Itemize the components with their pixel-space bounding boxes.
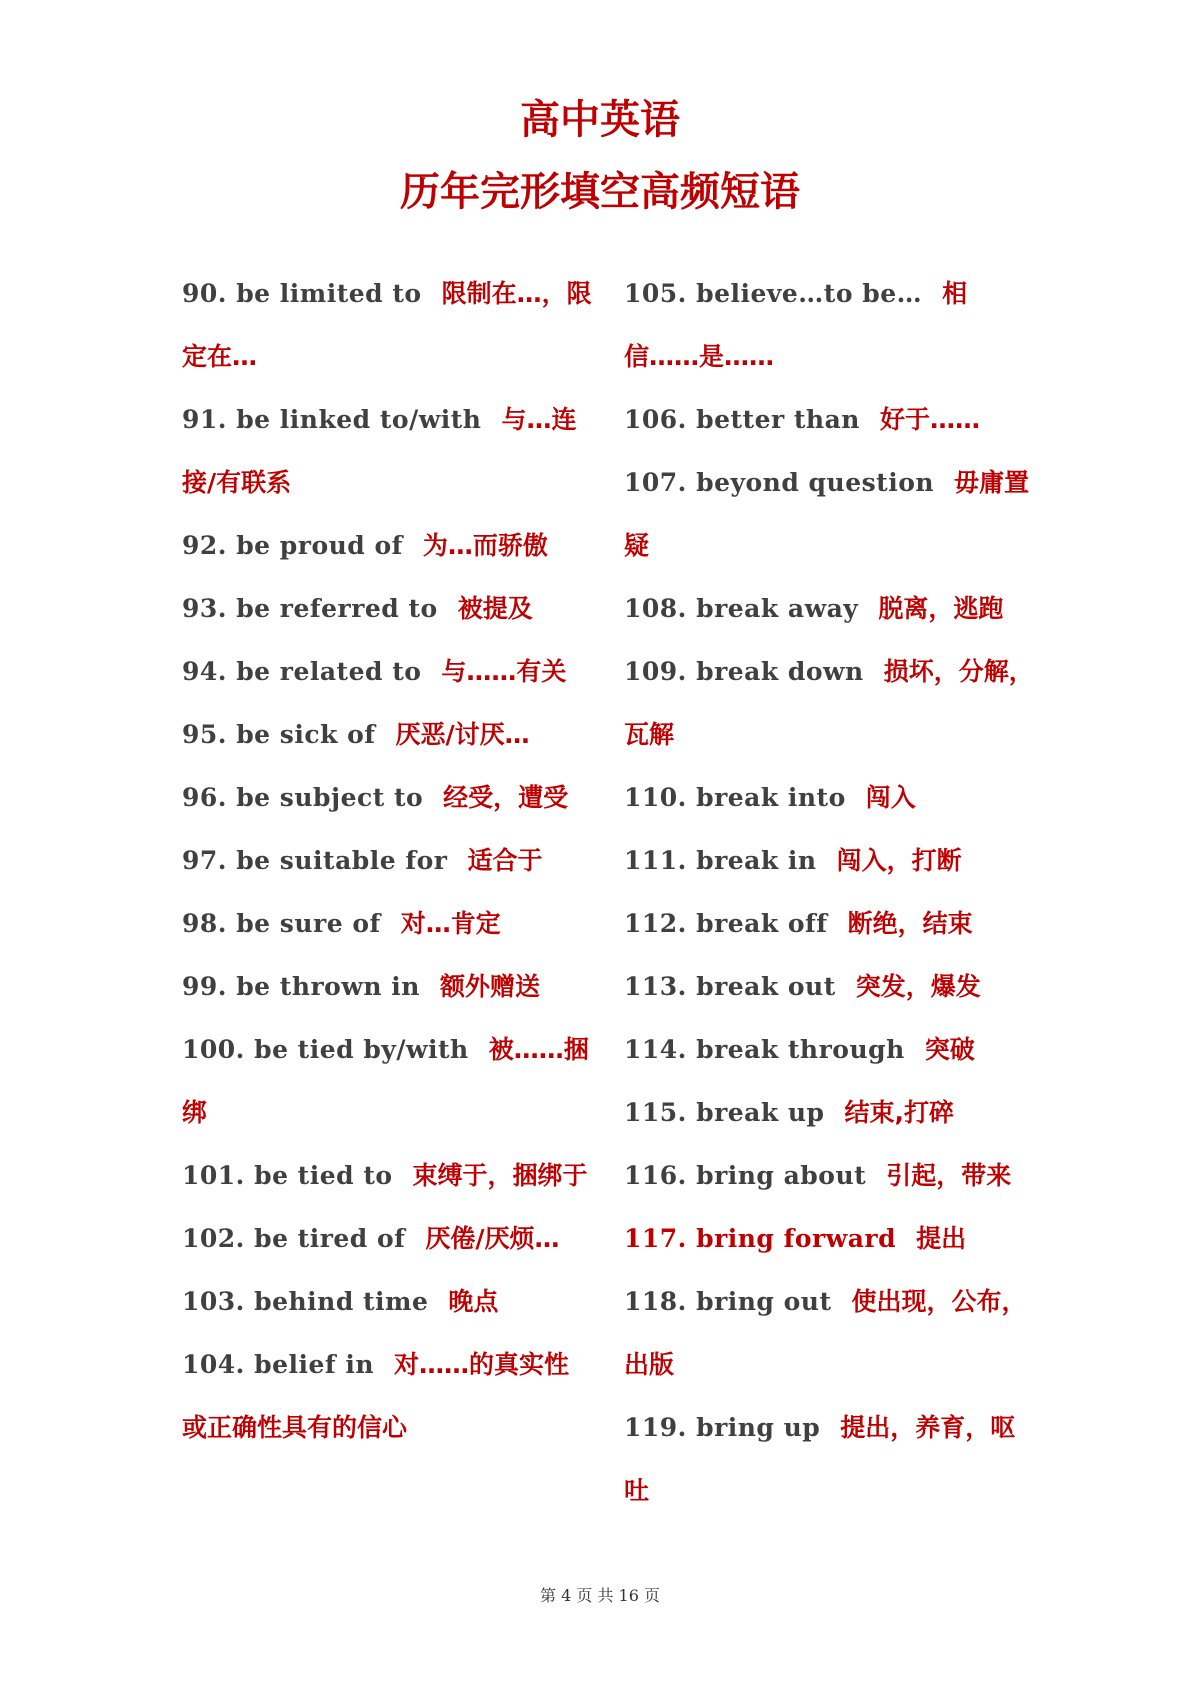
phrase-english: 108. break away bbox=[624, 594, 859, 623]
phrase-entry bbox=[624, 1081, 1034, 1144]
phrase-entry bbox=[624, 388, 1034, 451]
phrase-english: 116. bring about bbox=[624, 1161, 867, 1190]
phrase-chinese: 晚点 bbox=[448, 1287, 499, 1316]
phrase-entry bbox=[624, 955, 1034, 1018]
phrase-english: 109. break down bbox=[624, 657, 864, 686]
phrase-chinese: 被提及 bbox=[457, 594, 533, 623]
phrase-chinese: 毋庸置疑 bbox=[624, 468, 1030, 560]
phrase-english: 117. bring forward bbox=[624, 1224, 897, 1253]
phrase-entry bbox=[182, 829, 592, 892]
phrase-chinese: 与……有关 bbox=[441, 657, 567, 686]
phrase-english: 91. be linked to/with bbox=[182, 405, 482, 434]
phrase-chinese: 厌恶/讨厌… bbox=[395, 720, 530, 749]
phrase-entry bbox=[624, 1396, 1034, 1522]
phrase-english: 93. be referred to bbox=[182, 594, 438, 623]
phrase-chinese: 为…而骄傲 bbox=[422, 531, 548, 560]
phrase-english: 104. belief in bbox=[182, 1350, 375, 1379]
phrase-chinese: 闯入 bbox=[865, 783, 916, 812]
phrase-entry bbox=[182, 703, 592, 766]
phrase-english: 118. bring out bbox=[624, 1287, 832, 1316]
phrase-entry bbox=[182, 388, 592, 514]
phrase-chinese: 束缚于，捆绑于 bbox=[412, 1161, 588, 1190]
phrase-chinese: 与…连接/有联系 bbox=[182, 405, 577, 497]
phrase-chinese: 相信……是…… bbox=[624, 279, 968, 371]
phrase-entry bbox=[624, 1018, 1034, 1081]
phrase-chinese: 限制在…，限定在… bbox=[182, 279, 592, 371]
phrase-english: 100. be tied by/with bbox=[182, 1035, 469, 1064]
phrase-entry bbox=[624, 766, 1034, 829]
phrase-english: 103. behind time bbox=[182, 1287, 429, 1316]
phrase-chinese: 突发，爆发 bbox=[855, 972, 981, 1001]
phrase-entry bbox=[182, 1270, 592, 1333]
phrase-entry bbox=[182, 640, 592, 703]
phrase-entry bbox=[182, 262, 592, 388]
phrase-english: 94. be related to bbox=[182, 657, 422, 686]
phrase-entry bbox=[624, 892, 1034, 955]
page-title: 高中英语 bbox=[520, 97, 680, 143]
phrase-entry bbox=[624, 1270, 1034, 1396]
phrase-english: 92. be proud of bbox=[182, 531, 403, 560]
phrase-chinese: 引起，带来 bbox=[886, 1161, 1012, 1190]
phrase-entry bbox=[182, 577, 592, 640]
phrase-english: 112. break off bbox=[624, 909, 828, 938]
phrase-chinese: 突破 bbox=[924, 1035, 975, 1064]
left-phrase-column bbox=[182, 262, 592, 1459]
phrase-english: 99. be thrown in bbox=[182, 972, 420, 1001]
phrase-english: 106. better than bbox=[624, 405, 860, 434]
phrase-chinese: 经受，遭受 bbox=[443, 783, 569, 812]
phrase-english: 101. be tied to bbox=[182, 1161, 393, 1190]
phrase-chinese: 对…肯定 bbox=[400, 909, 501, 938]
phrase-english: 119. bring up bbox=[624, 1413, 821, 1442]
phrase-chinese: 使出现，公布，出版 bbox=[624, 1287, 1027, 1379]
page-footer: 第 4 页 共 16 页 bbox=[540, 1586, 660, 1605]
phrase-chinese: 脱离，逃跑 bbox=[878, 594, 1004, 623]
phrase-chinese: 闯入，打断 bbox=[836, 846, 962, 875]
phrase-entry bbox=[182, 1144, 592, 1207]
phrase-english: 102. be tired of bbox=[182, 1224, 406, 1253]
phrase-chinese: 提出 bbox=[916, 1224, 967, 1253]
phrase-entry bbox=[624, 262, 1034, 388]
phrase-english: 105. believe…to be… bbox=[624, 279, 923, 308]
phrase-english: 96. be subject to bbox=[182, 783, 424, 812]
phrase-chinese: 损坏，分解，瓦解 bbox=[624, 657, 1034, 749]
page-subtitle: 历年完形填空高频短语 bbox=[400, 169, 800, 215]
phrase-entry bbox=[182, 514, 592, 577]
phrase-entry bbox=[182, 892, 592, 955]
phrase-english: 114. break through bbox=[624, 1035, 905, 1064]
phrase-english: 95. be sick of bbox=[182, 720, 376, 749]
phrase-entry bbox=[182, 1018, 592, 1144]
phrase-entry bbox=[624, 1207, 1034, 1270]
phrase-english: 111. break in bbox=[624, 846, 817, 875]
phrase-chinese: 断绝，结束 bbox=[847, 909, 973, 938]
phrase-english: 90. be limited to bbox=[182, 279, 422, 308]
phrase-chinese: 对……的真实性或正确性具有的信心 bbox=[182, 1350, 570, 1442]
phrase-entry bbox=[182, 766, 592, 829]
phrase-entry bbox=[182, 955, 592, 1018]
phrase-english: 110. break into bbox=[624, 783, 846, 812]
phrase-entry bbox=[182, 1333, 592, 1459]
phrase-english: 113. break out bbox=[624, 972, 836, 1001]
phrase-chinese: 提出，养育，呕吐 bbox=[624, 1413, 1016, 1505]
phrase-chinese: 结束,打碎 bbox=[844, 1098, 955, 1127]
phrase-entry bbox=[624, 577, 1034, 640]
phrase-chinese: 好于…… bbox=[879, 405, 980, 434]
phrase-english: 97. be suitable for bbox=[182, 846, 448, 875]
phrase-english: 107. beyond question bbox=[624, 468, 935, 497]
phrase-chinese: 适合于 bbox=[467, 846, 543, 875]
phrase-english: 115. break up bbox=[624, 1098, 825, 1127]
phrase-entry bbox=[624, 451, 1034, 577]
phrase-english: 98. be sure of bbox=[182, 909, 381, 938]
phrase-chinese: 被……捆绑 bbox=[182, 1035, 589, 1127]
phrase-entry bbox=[182, 1207, 592, 1270]
phrase-chinese: 额外赠送 bbox=[439, 972, 540, 1001]
phrase-entry bbox=[624, 640, 1034, 766]
right-phrase-column bbox=[624, 262, 1034, 1522]
phrase-entry bbox=[624, 829, 1034, 892]
phrase-entry bbox=[624, 1144, 1034, 1207]
phrase-chinese: 厌倦/厌烦… bbox=[425, 1224, 560, 1253]
